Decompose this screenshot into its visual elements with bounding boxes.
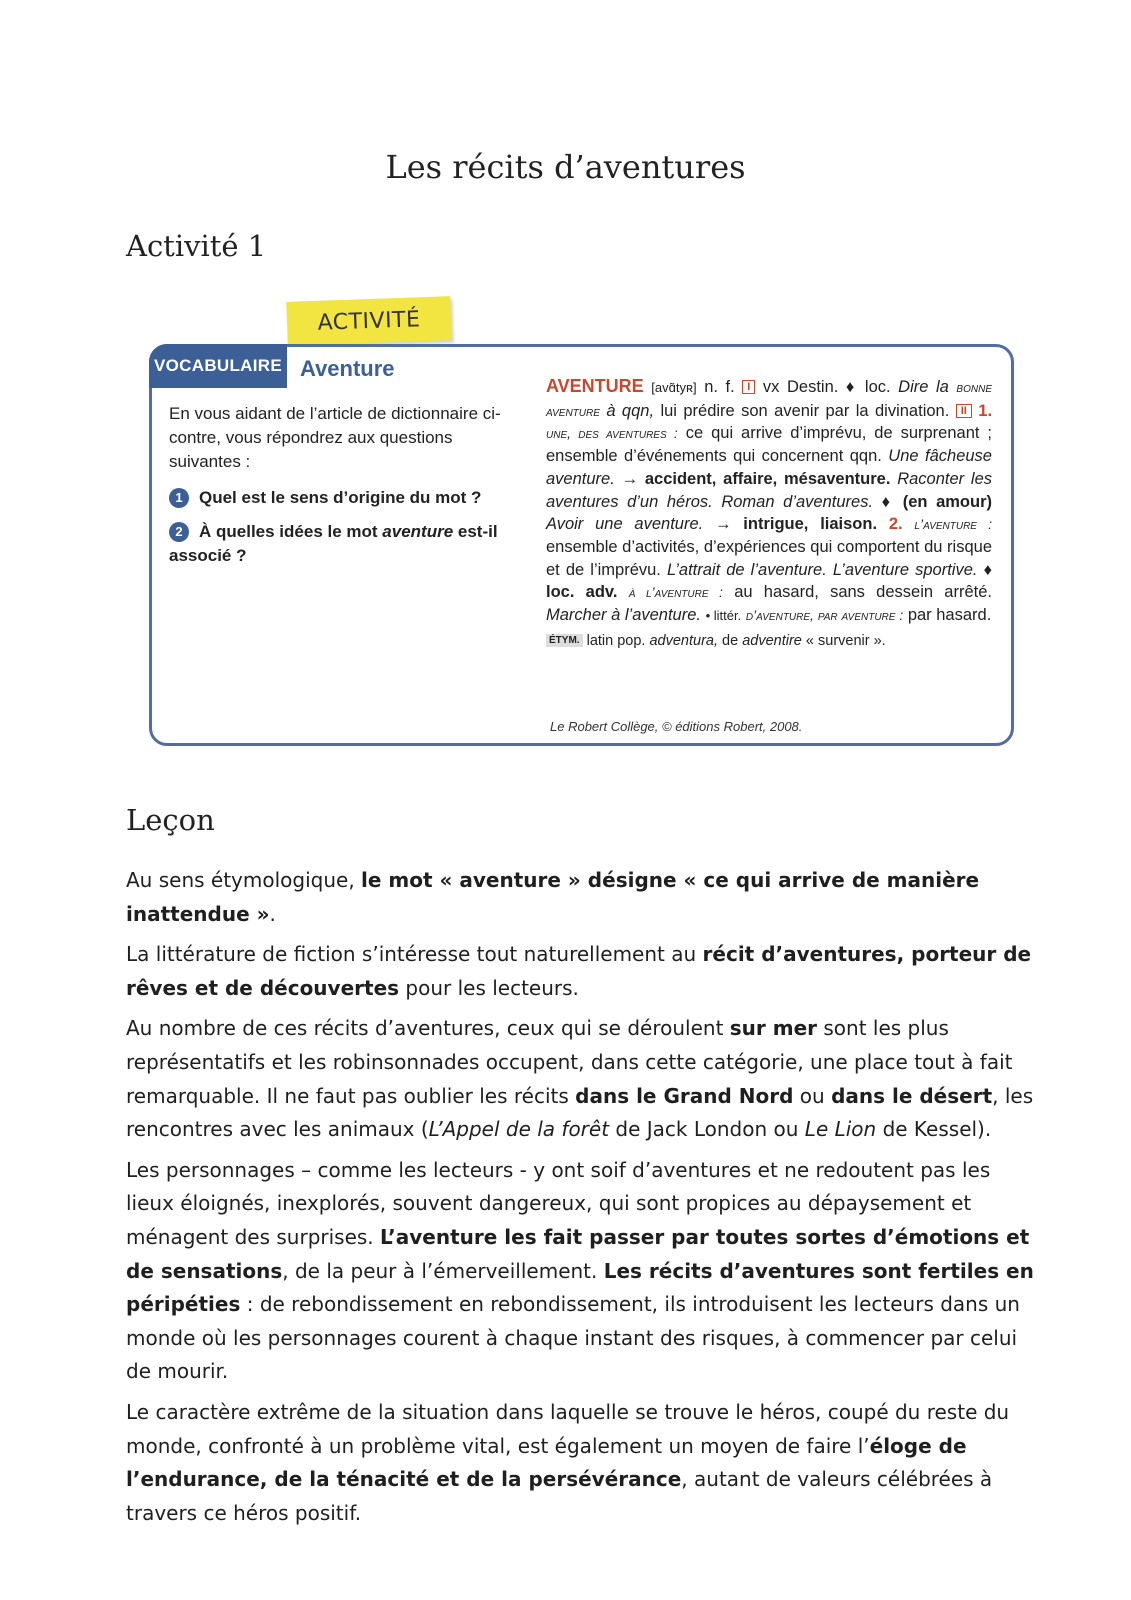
question-2 <box>169 520 519 568</box>
example-text: Marcher à l’aventure. <box>546 606 701 625</box>
page-title: Les récits d’aventures <box>385 148 746 186</box>
question-number: 1 <box>169 488 189 508</box>
etymology-text: de <box>722 632 739 649</box>
sense-label: d’aventure, par aventure : <box>745 607 904 624</box>
etymology-text: latin pop. <box>586 632 646 649</box>
example-text: à qqn, <box>606 401 655 420</box>
example-text: Dire la <box>898 378 949 396</box>
example-text: bonne aventure <box>546 379 992 419</box>
definition-text: lui prédire son avenir par la divination. <box>660 401 950 420</box>
source-citation: Le Robert Collège, © éditions Robert, 2008. <box>550 719 803 734</box>
sense-label: à l’aventure : <box>628 584 723 601</box>
usage-label: • littér. <box>705 608 742 624</box>
lesson-heading: Leçon <box>126 803 215 837</box>
usage-label: ♦ loc. adv. <box>546 560 992 602</box>
lesson-paragraph: Au nombre de ces récits d’aventures, ceux qui se déroulent sur mer sont les plus représentatifs et les robinsonnades occupent, dans cette catégorie, une place tout à fait remarquable. Il ne faut pas oublier les récits dans le Grand Nord ou dans le désert, les rencontres avec les animaux (L’Appel de la forêt de Jack London ou Le Lion de Kessel). <box>126 1016 1034 1142</box>
dictionary-entry <box>546 375 992 652</box>
phonetic: [avɑ̃tyʀ] <box>651 380 697 395</box>
example-text: Avoir une aventure. <box>546 515 704 534</box>
question-text: est-il associé ? <box>169 522 498 565</box>
question-text: À quelles idées le mot <box>199 522 383 541</box>
example-text: L’attrait de l’aventure. L’aventure sportive. <box>666 560 978 579</box>
etymology <box>546 630 992 653</box>
definition-text: au hasard, sans dessein arrêté. <box>734 583 992 602</box>
lesson-paragraph: Au sens étymologique, le mot « aventure » désigne « ce qui arrive de manière inattendue ». <box>126 868 980 926</box>
definition-text: vx Destin. ♦ loc. <box>762 378 891 396</box>
activity-heading: Activité 1 <box>126 229 267 263</box>
synonyms: → accident, affaire, mésaventure. <box>621 469 891 488</box>
instructions <box>169 402 519 578</box>
dictionary-headword: AVENTURE <box>546 376 644 396</box>
grammar: n. f. <box>704 378 735 396</box>
question-1 <box>169 486 519 510</box>
etymology-text: « survenir ». <box>805 632 886 649</box>
lesson-body <box>126 864 1036 1537</box>
etymology-tag: ÉTYM. <box>546 634 583 647</box>
question-emphasis: aventure <box>382 522 454 541</box>
sense-label: l’aventure : <box>914 516 992 533</box>
lesson-paragraph: La littérature de fiction s’intéresse tout naturellement au récit d’aventures, porteur de rêves et de découvertes pour les lecteurs. <box>126 942 1032 1000</box>
vocabulary-word: Aventure <box>300 356 395 381</box>
definition-text: par hasard. <box>907 606 992 625</box>
example-text: Une fâcheuse aventure. <box>546 447 992 488</box>
sense-number: 1. <box>978 401 993 420</box>
sense-number: 2. <box>888 515 903 534</box>
synonyms: → intrigue, liaison. <box>715 515 878 534</box>
question-text: Quel est le sens d’origine du mot ? <box>199 488 482 507</box>
etymology-text: adventire <box>742 632 802 649</box>
definition-text: ce qui arrive d’imprévu, de surprenant ; ensemble d’événements qui concernent qqn. <box>546 424 992 466</box>
sense-marker: I <box>742 380 755 394</box>
etymology-text: adventura, <box>649 632 719 649</box>
vocabulary-box <box>149 344 1014 746</box>
usage-label: ♦ (en amour) <box>881 492 993 511</box>
lesson-paragraph: Le caractère extrême de la situation dans laquelle se trouve le héros, coupé du reste du monde, confronté à un problème vital, est également un moyen de faire l’éloge de l’endurance, de la ténacité et de la persévérance, autant de valeurs célébrées à travers ce héros positif. <box>126 1399 1010 1525</box>
activity-sticker: ACTIVITÉ <box>286 296 451 346</box>
example-text: Raconter les aventures d’un héros. Roman d’aventures. <box>546 469 992 511</box>
instructions-text: En vous aidant de l’article de dictionnaire ci-contre, vous répondrez aux questions suivantes : <box>169 404 501 471</box>
definition-text: ensemble d’activités, d’expériences qui comportent du risque et de l’imprévu. <box>546 537 992 579</box>
vocabulary-tab: VOCABULAIRE <box>149 344 287 388</box>
lesson-paragraph: Les personnages – comme les lecteurs - y ont soif d’aventures et ne redoutent pas les lieux éloignés, inexplorés, souvent dangereux, qui sont propices au dépaysement et ménagent des surprises. L’aventure les fait passer par toutes sortes d’émotions et de sensations, de la peur à l’émerveillement. Les récits d’aventures sont fertiles en péripéties : de rebondissement en rebondissement, ils introduisent les lecteurs dans un monde où les personnages courent à chaque instant des risques, à commencer par celui de mourir. <box>126 1157 1034 1384</box>
question-number: 2 <box>169 522 189 542</box>
sense-label: une, des aventures : <box>546 425 678 442</box>
sense-marker: II <box>956 404 972 418</box>
